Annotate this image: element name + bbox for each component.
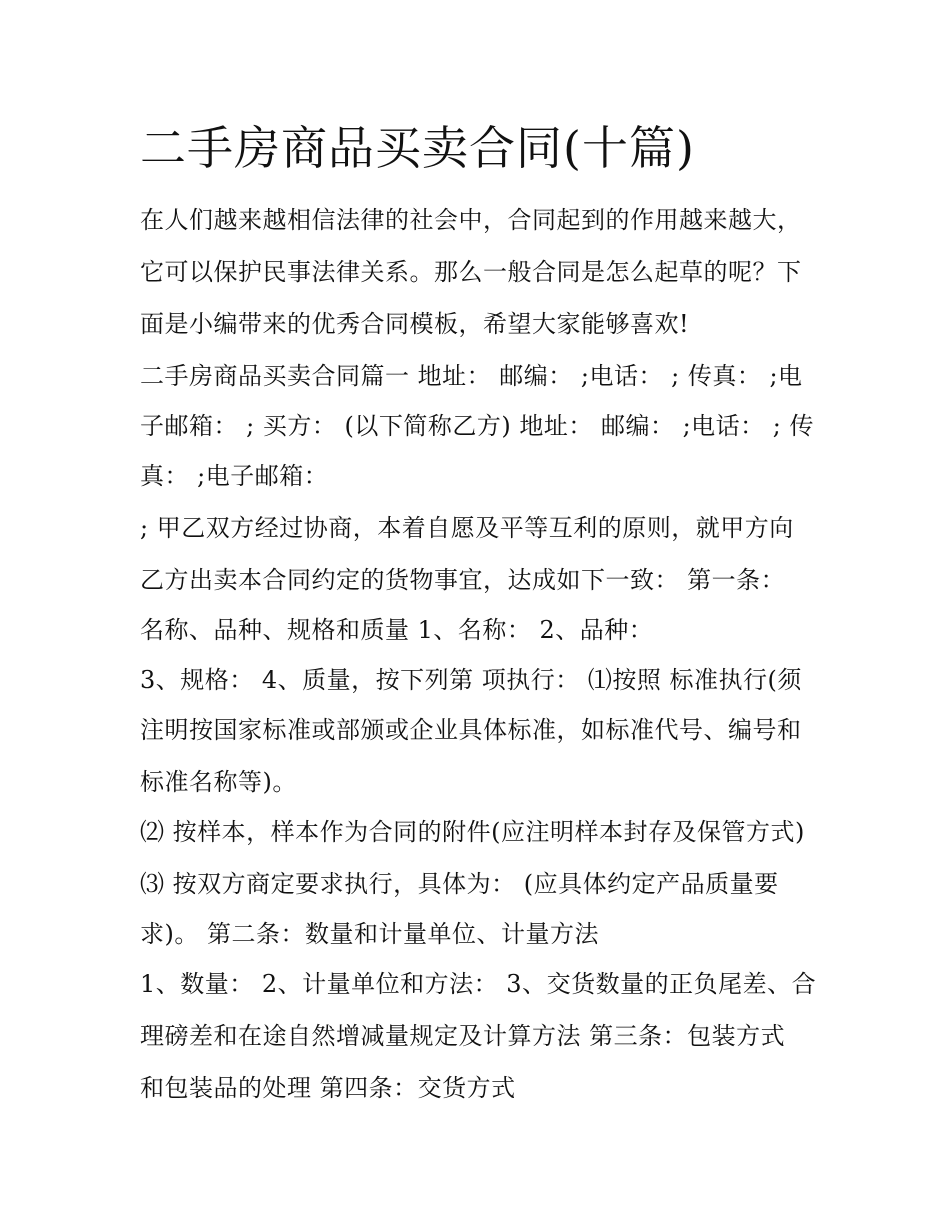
body-line: 标准名称等)。: [140, 768, 297, 796]
body-line: 它可以保护民事法律关系。那么一般合同是怎么起草的呢？下: [140, 258, 802, 286]
body-line: 求)。 第二条：数量和计量单位、计量方法: [140, 920, 599, 948]
body-line: 理磅差和在途自然增减量规定及计算方法 第三条：包装方式: [140, 1022, 786, 1050]
body-line: 真： ;电子邮箱：: [140, 462, 329, 490]
body-line: ⑶ 按双方商定要求执行，具体为： (应具体约定产品质量要: [140, 870, 779, 898]
body-line: 乙方出卖本合同约定的货物事宜，达成如下一致： 第一条：: [140, 566, 786, 594]
body-line: 子邮箱： ; 买方： (以下简称乙方) 地址： 邮编： ;电话： ; 传: [140, 412, 815, 440]
body-line: 和包装品的处理 第四条：交货方式: [140, 1074, 516, 1102]
document-title: 二手房商品买卖合同(十篇): [140, 121, 695, 175]
body-line: ; 甲乙双方经过协商，本着自愿及平等互利的原则，就甲方向: [140, 514, 794, 542]
body-line: ⑵ 按样本，样本作为合同的附件(应注明样本封存及保管方式): [140, 818, 805, 846]
body-line: 二手房商品买卖合同篇一 地址： 邮编： ;电话： ; 传真： ;电: [140, 362, 803, 390]
body-line: 注明按国家标准或部颁或企业具体标准，如标准代号、编号和: [140, 716, 802, 744]
body-line: 名称、品种、规格和质量 1、名称： 2、品种：: [140, 616, 654, 644]
body-line: 在人们越来越相信法律的社会中，合同起到的作用越来越大，: [140, 206, 802, 234]
body-line: 面是小编带来的优秀合同模板，希望大家能够喜欢!: [140, 310, 690, 338]
body-line: 1、数量： 2、计量单位和方法： 3、交货数量的正负尾差、合: [140, 970, 817, 998]
body-line: 3、规格： 4、质量，按下列第 项执行： ⑴按照 标准执行(须: [140, 666, 802, 694]
